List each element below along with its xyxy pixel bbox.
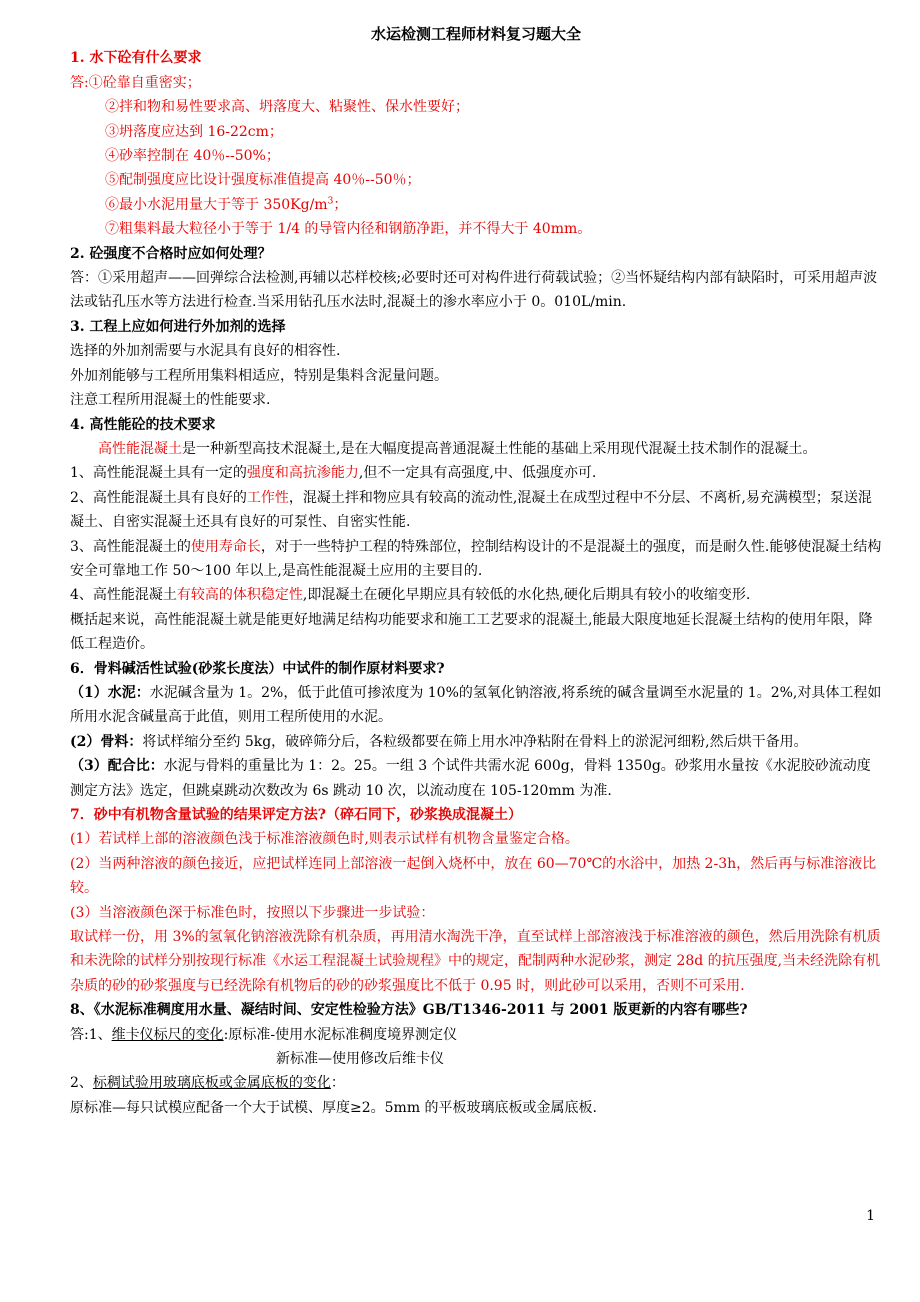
- q1-superscript: 3: [327, 196, 334, 207]
- q7-line-1: (1）若试样上部的溶液颜色浅于标准溶液颜色时,则表示试样有机物含量鉴定合格。: [70, 831, 579, 848]
- q3-line-1: 选择的外加剂需要与水泥具有良好的相容性.: [70, 343, 341, 360]
- q3-line-2: 外加剂能够与工程所用集料相适应，特别是集料含泥量问题。: [70, 367, 448, 384]
- question-2-heading: 2. 砼强度不合格时应如何处理？: [70, 245, 272, 262]
- q8-i1-prefix: 答:1、: [70, 1026, 112, 1043]
- q6-aggregate: [70, 730, 882, 754]
- q4-p2-highlight: 工作性: [246, 489, 289, 506]
- q6-aggregate-label: (2）骨料：: [70, 733, 143, 750]
- q8-item-1: [70, 1023, 882, 1047]
- q1-line-6-text: ⑥最小水泥用量大于等于 350Kg/m: [105, 196, 328, 213]
- q1-line-4: ④砂率控制在 40％--50%；: [105, 148, 280, 165]
- question-8-heading: 8、《水泥标准稠度用水量、凝结时间、安定性检验方法》GB/T1346-2011 与 2001 版更新的内容有哪些?: [70, 1002, 748, 1019]
- q8-item-2: [70, 1071, 882, 1095]
- q2-answer: 答：①采用超声——回弹综合法检测,再辅以芯样校核;必要时还可对构件进行荷载试验；②当怀疑结构内部有缺陷时，可采用超声波法或钻孔压水等方法进行检查.当采用钻孔压水法时,混凝土的渗水率应小于 0。010L/min.: [70, 270, 878, 311]
- q1-line-6-end: ；: [333, 196, 348, 213]
- question-6-heading: 6．骨料碱活性试验(砂浆长度法）中试件的制作原材料要求?: [70, 660, 445, 677]
- question-4-heading: 4. 高性能砼的技术要求: [70, 416, 216, 433]
- document-page: [70, 22, 882, 1120]
- q3-line-3: 注意工程所用混凝土的性能要求.: [70, 392, 271, 409]
- q4-p2-b: ，混凝土拌和物应具有较高的流动性,混凝土在成型过程中不分层、不离析,易充满模型；泵送混凝土、自密实混凝土还具有良好的可泵性、自密实性能.: [70, 489, 872, 531]
- q6-mix-text: 水泥与骨料的重量比为 1：2。25。一组 3 个试件共需水泥 600g，骨料 1350g。砂浆用水量按《水泥胶砂流动度测定方法》选定，但跳桌跳动次数改为 6s 跳动 10 次，以流动度在 105-120mm 为准.: [70, 758, 871, 799]
- q7-line-4: 取试样一份，用 3%的氢氧化钠溶液洗除有机杂质，再用清水淘洗干净，直至试样上部溶液浅于标准溶液的颜色，然后用洗除有机质和未洗除的试样分别按现行标准《水运工程混凝土试验规程》中的规定，配制两种水泥砂浆，测定 28d 的抗压强度,当未经洗除有机杂质的砂的砂浆强度与已经洗除有机物后的砂的砂浆强度比不低于 0.95 时，则此砂可以采用，否则不可采用.: [70, 929, 881, 994]
- q1-line-5: ⑤配制强度应比设计强度标准值提高 40％--50％；: [105, 172, 421, 189]
- q4-p1-b: ,但不一定具有高强度,中、低强度亦可.: [358, 465, 597, 482]
- q7-line-3: (3）当溶液颜色深于标准色时，按照以下步骤进一步试验：: [70, 904, 435, 921]
- q1-line-3: ③坍落度应达到 16-22cm；: [105, 123, 283, 140]
- q6-cement-text: 水泥碱含量为 1。2%，低于此值可掺浓度为 10%的氢氧化钠溶液,将系统的碱含量调至水泥量的 1。2%,对具体工程如所用水泥含碱量高于此值，则用工程所使用的水泥。: [70, 684, 882, 726]
- q4-intro-rest: 是一种新型高技术混凝土,是在大幅度提高普通混凝土性能的基础上采用现代混凝土技术制作的混凝土。: [182, 440, 817, 457]
- q8-item-1-new: 新标准—使用修改后维卡仪: [276, 1051, 444, 1068]
- q4-summary: 概括起来说，高性能混凝土就是能更好地满足结构功能要求和施工工艺要求的混凝土,能最大限度地延长混凝土结构的使用年限，降低工程造价。: [70, 611, 873, 653]
- page-number: 1: [866, 1208, 875, 1224]
- q6-cement-label: （1）水泥：: [70, 684, 150, 701]
- q4-p4-highlight: 有较高的体积稳定性: [176, 587, 303, 604]
- q8-i2-underline: 标稠试验用玻璃底板或金属底板的变化: [92, 1075, 331, 1092]
- q1-line-7: ⑦粗集料最大粒径小于等于 1/4 的导管内径和钢筋净距，并不得大于 40mm。: [105, 221, 592, 238]
- q4-p3-b: ，对于一些特护工程的特殊部位，控制结构设计的不是混凝土的强度，而是耐久性.能够使混凝土结构安全可靠地工作 50～100 年以上,是高性能混凝土应用的主要目的.: [70, 538, 882, 579]
- question-3-heading: 3. 工程上应如何进行外加剂的选择: [70, 318, 286, 335]
- q6-aggregate-text: 将试样缩分至约 5kg，破碎筛分后，各粒级都要在筛上用水冲净粘附在骨料上的淤泥河细粉,然后烘干备用。: [142, 733, 808, 750]
- q7-line-2: (2）当两种溶液的颜色接近，应把试样连同上部溶液一起倒入烧杯中，放在 60—70℃的水浴中，加热 2-3h，然后再与标准溶液比较。: [70, 855, 877, 897]
- q4-p3-highlight: 使用寿命长: [190, 538, 261, 555]
- question-7-heading: 7．砂中有机物含量试验的结果评定方法?（碎石同下，砂浆换成混凝土）: [70, 807, 522, 823]
- q4-p1-highlight: 强度和高抗渗能力: [246, 465, 359, 482]
- q6-mix: [70, 754, 882, 803]
- q1-line-6: [70, 193, 882, 217]
- q8-item-2-old: 原标准—每只试模应配备一个大于试模、厚度≥2。5mm 的平板玻璃底板或金属底板.: [70, 1099, 597, 1116]
- q6-cement: [70, 681, 882, 730]
- document-title: 水运检测工程师材料复习题大全: [370, 25, 581, 43]
- q4-intro: [70, 437, 882, 461]
- q4-p4-b: ,即混凝土在硬化早期应具有较低的水化热,硬化后期具有较小的收缩变形.: [302, 587, 751, 604]
- q4-point-3: [70, 535, 882, 584]
- q4-point-2: [70, 486, 882, 535]
- q4-p2-a: 2、高性能混凝土具有良好的: [70, 489, 247, 506]
- q8-i1-rest: :原标准-使用水泥标准稠度境界测定仪: [223, 1026, 458, 1043]
- q8-i2-rest: ：: [330, 1075, 345, 1092]
- question-1-heading: 1. 水下砼有什么要求: [70, 50, 202, 67]
- q4-point-4: [70, 583, 882, 607]
- q4-point-1: [70, 461, 882, 485]
- q1-line-1: 答:①砼靠自重密实；: [70, 74, 201, 91]
- q8-i2-prefix: 2、: [70, 1075, 93, 1092]
- q4-intro-term: 高性能混凝土: [98, 440, 182, 457]
- q4-p3-a: 3、高性能混凝土的: [70, 538, 191, 555]
- q6-mix-label: （3）配合比：: [70, 758, 164, 775]
- q8-i1-underline: 维卡仪标尺的变化: [111, 1026, 224, 1043]
- q4-p4-a: 4、高性能混凝土: [70, 587, 177, 604]
- q4-p1-a: 1、高性能混凝土具有一定的: [70, 465, 247, 482]
- q1-line-2: ②拌和物和易性要求高、坍落度大、粘聚性、保水性要好；: [105, 99, 469, 116]
